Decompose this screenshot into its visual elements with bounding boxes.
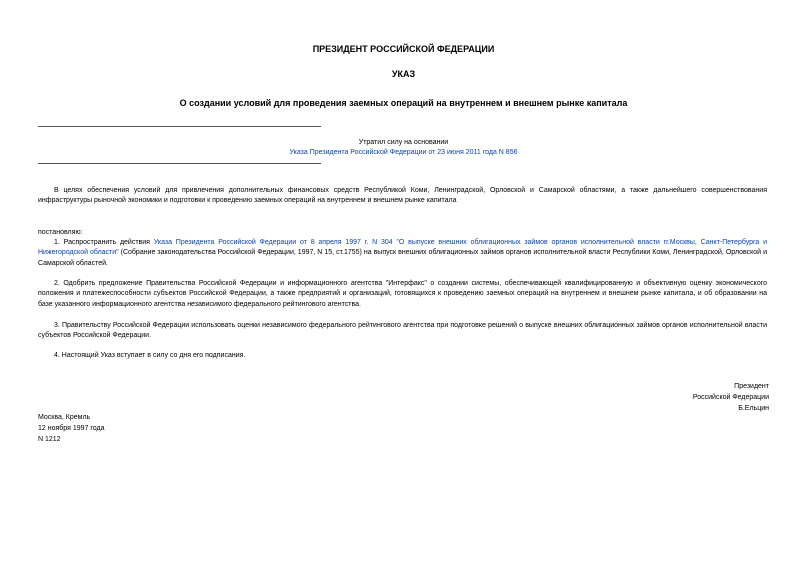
document-title: О создании условий для проведения заемных операций на внутреннем и внешнем рынке капитала: [179, 98, 628, 108]
issuer-heading: ПРЕЗИДЕНТ РОССИЙСКОЙ ФЕДЕРАЦИИ: [312, 44, 495, 54]
separator-top: [38, 126, 321, 127]
signing-date: 12 ноября 1997 года: [38, 425, 105, 432]
item-1-rest-text: (Собрание законодательства Российской Федерации, 1997, N 15, ст.1755) на выпуск внешних облигационных займов органов исполнительной власти Республики Коми, Ленинградской, Орловской и Самарской областей.: [38, 249, 767, 267]
lapse-note-link[interactable]: Указа Президента Российской Федерации от 23 июня 2011 года N 856: [289, 149, 518, 156]
decree-304-link[interactable]: Указа Президента Российской Федерации от 8 апреля 1997 г. N 304 "О выпуске внешних облигационных займов органов исполнительной власти гг.Москвы, Санкт-Петербурга и Нижегородской области": [38, 239, 767, 257]
item-3-paragraph: 3. Правительству Российской Федерации использовать оценки независимого федерального рейтингового агентства при подготовке решений о выпуске внешних облигационных займов органов исполнительной власти субъектов Российской Федерации.: [38, 322, 767, 340]
signature-block: [693, 381, 769, 414]
lapse-note-text: Утратил силу на основании: [358, 139, 449, 146]
item-1-intro-text: 1. Распространить действия: [54, 239, 154, 246]
separator-bottom: [38, 163, 321, 164]
preamble-paragraph: В целях обеспечения условий для привлечения дополнительных финансовых средств Республикой Коми, Ленинградской, Орловской и Самарской областями, а также дальнейшего совершенствования инфраструктуры рыночной экономики и подготовки к проведению заемных операций на внутреннем и внешнем рынке капитала: [38, 187, 767, 205]
signature-name: Б.Ельцин: [738, 405, 769, 412]
item-2-paragraph: 2. Одобрить предложение Правительства Российской Федерации и информационного агентства "Интерфакс" о создании системы, обеспечивающей квалифицированную и объективную оценку экономического положения и платежеспособности субъектов Российской Федерации, а также предприятий и организаций, готовящихся к проведению заемных операций на внутреннем и внешнем рынке капитала, и об образовании на базе указанного информационного агентства независимого федерального рейтингового агентства.: [38, 280, 767, 308]
item-1-paragraph: [38, 238, 767, 269]
signing-place: Москва, Кремль: [38, 414, 91, 421]
signature-position: Президент: [734, 383, 769, 390]
place-date-block: [38, 412, 104, 445]
resolution-word: постановляю:: [38, 229, 83, 236]
document-type-heading: УКАЗ: [391, 69, 416, 79]
decree-number: N 1212: [38, 436, 61, 443]
item-4-paragraph: 4. Настоящий Указ вступает в силу со дня его подписания.: [54, 352, 246, 359]
signature-country: Российской Федерации: [692, 394, 769, 401]
